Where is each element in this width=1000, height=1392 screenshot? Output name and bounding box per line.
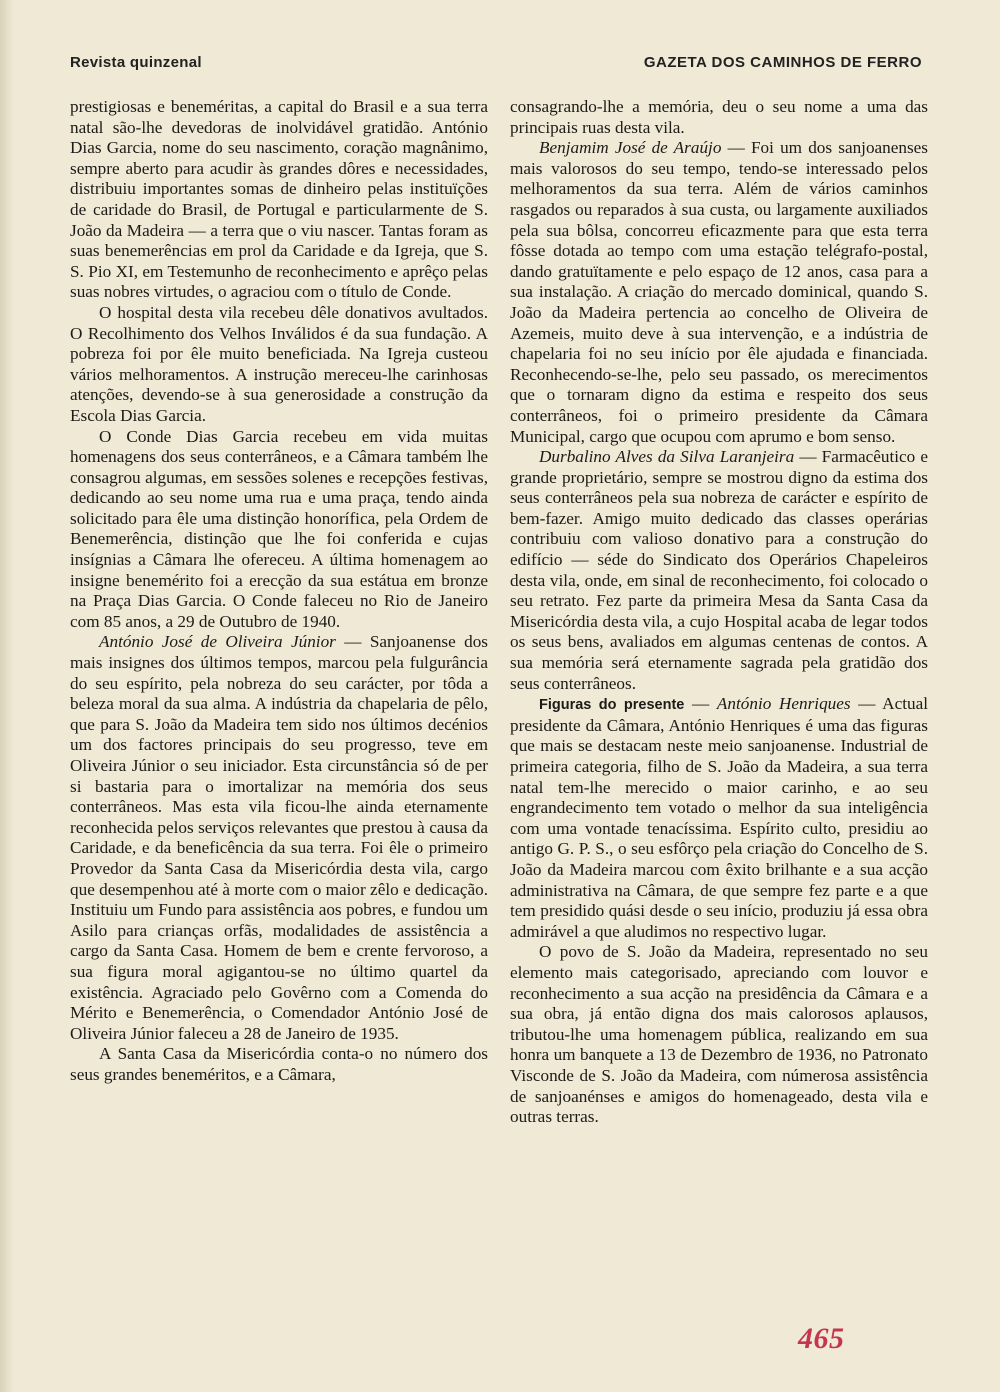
- right-column: [510, 97, 928, 1128]
- page-fold-shadow: [0, 0, 14, 1392]
- left-column: [70, 97, 488, 1086]
- paragraph-text: — Farmacêutico e grande proprietário, sempre se mostrou digno da estima dos seus conterrâneos pela sua nobreza de carácter e espírito de bem-fazer. Amigo muito dedicado das classes operárias contribuiu com valioso donativo para a construção do edifício — séde do Sindicato dos Operários Chapeleiros desta vila, onde, em sinal de reconhecimento, foi colocado o seu retrato. Fez parte da primeira Mesa da Santa Casa da Misericórdia desta vila, a cujo Hospital acaba de legar todos os seus bens, avaliados em algumas centenas de contos. A sua memória será eternamente sagrada pela gratidão dos seus conterrâneos.: [510, 447, 928, 693]
- person-name: Durbalino Alves da Silva Laranjeira: [539, 447, 795, 467]
- paragraph-text: — Sanjoanense dos mais insignes dos últimos tempos, marcou pela fulgurância do seu espírito, pela nobreza do seu carácter, por tôda a beleza moral da sua alma. A indústria da chapelaria de pêlo, que para S. João da Madeira tem sido nos últimos decénios um dos factores principais do seu progresso, teve em Oliveira Júnior o seu iniciador. Esta circunstância só de per si bastaria para o imortalizar na memória dos seus conterrâneos. Mas esta vila ficou-lhe ainda eternamente reconhecida pelos serviços relevantes que prestou à causa da Caridade, e da beneficência da sua terra. Foi êle o primeiro Provedor da Santa Casa da Misericórdia desta vila, cargo que desempenhou até à morte com o maior zêlo e dedicação. Instituiu um Fundo para assistência aos pobres, e fundou um Asilo para crianças orfãs, modalidades de assistência a cargo da Santa Casa. Homem de bem e crente fervoroso, a sua figura moral agigantou-se no último quartel da existência. Agraciado pelo Govêrno com a Comenda do Mérito e Benemerência, o Comendador António José de Oliveira Júnior faleceu a 28 de Janeiro de 1935.: [70, 632, 488, 1043]
- paragraph: O hospital desta vila recebeu dêle donativos avultados. O Recolhimento dos Velhos Inválidos é da sua fundação. A pobreza foi por êle muito beneficiada. Na Igreja custeou vários melhoramentos. A instrução mereceu-lhe carinhosas atenções, devendo-se à sua generosidade a construção da Escola Dias Garcia.: [70, 302, 488, 425]
- paragraph: Figuras do presente — António Henriques — Actual presidente da Câmara, António Henriques é uma das figuras que mais se destacam neste meio sanjoanense. Industrial de primeira categoria, filho de S. João da Madeira, a sua terra natal tem-lhe merecido o maior carinho, e ao seu engrandecimento tem votado o melhor da sua inteligência com uma vontade tenacíssima. Espírito culto, presidiu ao antigo G. P. S., o seu esfôrço pela criação do Concelho de S. João da Madeira marcou com êxito brilhante e a sua acção administrativa na Câmara, de que sempre fez parte e a que tem presidido quási desde o seu início, produziu já essa obra admirável a que aludimos no respectivo lugar.: [510, 694, 928, 941]
- header-left: Revista quinzenal: [70, 53, 202, 71]
- paragraph: [510, 138, 928, 447]
- paragraph: [510, 447, 928, 694]
- paragraph: consagrando-lhe a memória, deu o seu nome a uma das principais ruas desta vila.: [510, 97, 928, 137]
- paragraph: O povo de S. João da Madeira, representado no seu elemento mais categorisado, apreciando com louvor e reconhecimento a sua acção na presidência da Câmara e a sua obra, já então digna dos mais calorosos aplausos, tributou-lhe uma homenagem pública, realizando em sua honra um banquete a 13 de Dezembro de 1936, no Patronato Visconde de S. João da Madeira, com númerosa assistência de sanjoanénses e amigos do homenageado, desta vila e outras terras.: [510, 942, 928, 1127]
- person-name: António José de Oliveira Júnior: [99, 632, 336, 652]
- header-right: GAZETA DOS CAMINHOS DE FERRO: [643, 53, 922, 71]
- section-label: Figuras do presente: [539, 697, 685, 714]
- paragraph: [70, 632, 488, 1044]
- paragraph-text: — Actual presidente da Câmara, António Henriques é uma das figuras que mais se destacam neste meio sanjoanense. Industrial de primeira categoria, filho de S. João da Madeira, a sua terra natal tem-lhe merecido o maior carinho, e ao seu engrandecimento tem votado o melhor da sua inteligência com uma vontade tenacíssima. Espírito culto, presidiu ao antigo G. P. S., o seu esfôrço pela criação do Concelho de S. João da Madeira marcou com êxito brilhante e a sua acção administrativa na Câmara, de que sempre fez parte e a que tem presidido quási desde o seu início, produziu já essa obra admirável a que aludimos no respectivo lugar.: [510, 694, 928, 941]
- paragraph: O Conde Dias Garcia recebeu em vida muitas homenagens dos seus conterrâneos, e a Câmara também lhe consagrou algumas, em sessões solenes e recepções festivas, dedicando ao seu nome uma rua e uma praça, tendo ainda solicitado para êle uma distinção honorífica, pela Ordem de Benemerência, distinção que lhe foi conferida e cujas insígnias a Câmara lhe ofereceu. A última homenagem ao insigne benemérito foi a erecção da sua estátua em bronze na Praça Dias Garcia. O Conde faleceu no Rio de Janeiro com 85 anos, a 29 de Outubro de 1940.: [70, 426, 488, 631]
- person-name: Benjamim José de Araújo: [539, 138, 722, 158]
- paragraph-text: — Foi um dos sanjoanenses mais valorosos do seu tempo, tendo-se interessado pelos melhoramentos da sua terra. Além de vários caminhos rasgados ou reparados à sua custa, ou largamente auxiliados pela sua bôlsa, concorreu eficazmente para que esta terra fôsse dotada ao tempo com uma estação telégrafo-postal, dando gratuïtamente e pelo espaço de 12 anos, casa para a sua instalação. A criação do mercado dominical, quando S. João da Madeira pertencia ao concelho de Oliveira de Azemeis, muito deve à sua intervenção, e a indústria de chapelaria foi no seu início por êle ajudada e financiada. Reconhecendo-se-lhe, pelo seu passado, os merecimentos que o tornaram digno da estima e respeito dos seus conterrâneos, foi o primeiro presidente da Câmara Municipal, cargo que ocupou com aprumo e bom senso.: [510, 138, 928, 446]
- paragraph: prestigiosas e beneméritas, a capital do Brasil e a sua terra natal são-lhe devedoras de inolvidável gratidão. António Dias Garcia, nome do seu nascimento, coração magnânimo, sempre aberto para acudir às grandes dôres e necessidades, distribuiu importantes somas de dinheiro pelas instituïções de caridade do Brasil, de Portugal e particularmente de S. João da Madeira — a terra que o viu nascer. Tantas foram as suas benemerências em prol da Caridade e da Igreja, que S. S. Pio XI, em Testemunho de reconhecimento e aprêço pelas suas nobres virtudes, o agraciou com o título de Conde.: [70, 97, 488, 302]
- running-header: [70, 50, 922, 74]
- paragraph: A Santa Casa da Misericórdia conta-o no número dos seus grandes beneméritos, e a Câmara,: [70, 1044, 488, 1084]
- person-name: António Henriques: [716, 694, 851, 714]
- page-number: 465: [798, 1322, 845, 1355]
